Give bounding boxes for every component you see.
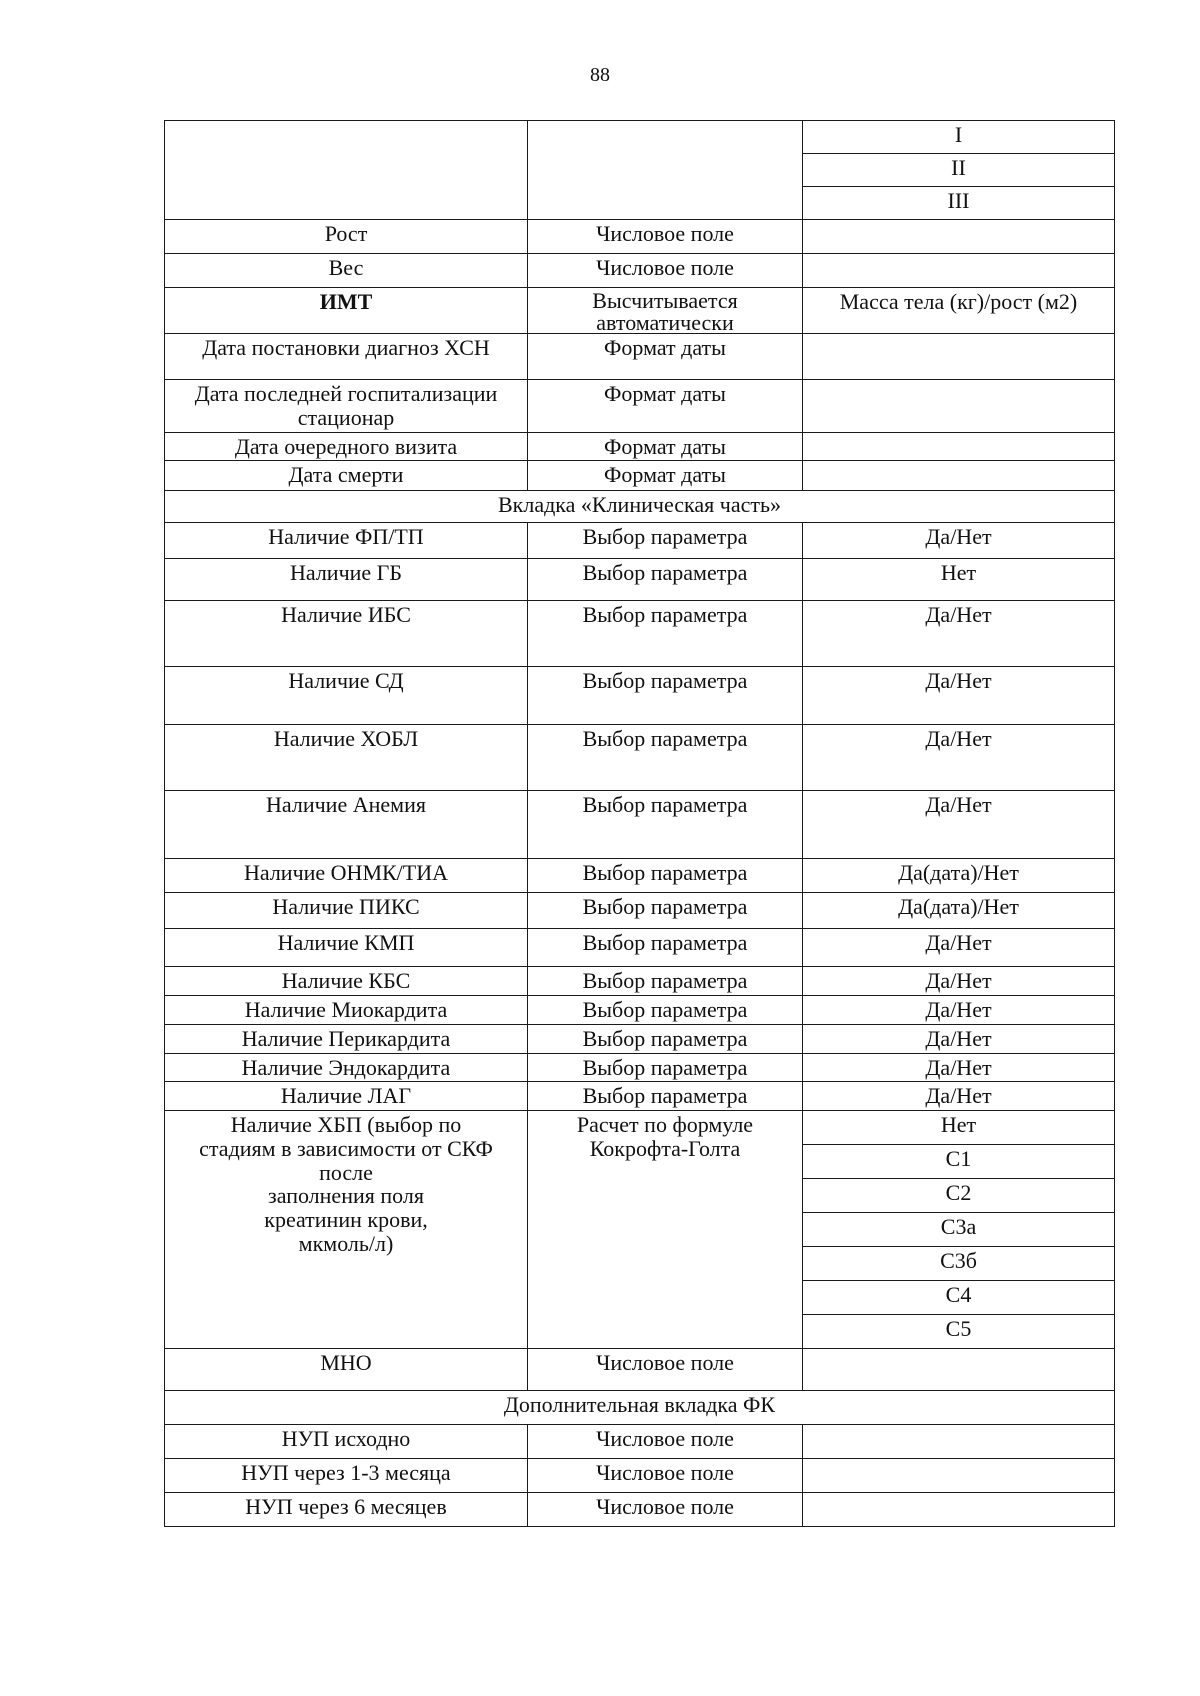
row-type: Выбор параметра xyxy=(528,1024,803,1053)
row-name: Наличие СД xyxy=(165,667,528,725)
table-row xyxy=(165,288,1115,334)
header-empty-cell-1 xyxy=(165,121,528,220)
ckd-name-line: заполнения поля xyxy=(268,1183,424,1209)
row-value: Масса тела (кг)/рост (м2) xyxy=(803,288,1115,334)
header-level-2: II xyxy=(803,154,1115,187)
header-level-1: I xyxy=(803,121,1115,154)
table-row xyxy=(165,601,1115,667)
ckd-option: С4 xyxy=(803,1281,1115,1315)
row-name: Дата очередного визита xyxy=(165,432,528,461)
row-type: Выбор параметра xyxy=(528,996,803,1025)
header-empty-cell-2 xyxy=(528,121,803,220)
row-type: Выбор параметра xyxy=(528,523,803,559)
header-level-3: III xyxy=(803,187,1115,220)
ckd-name-line: Наличие ХБП (выбор по xyxy=(230,1112,462,1137)
parameters-table xyxy=(164,120,1115,1527)
row-name: Вес xyxy=(165,254,528,288)
table-row xyxy=(165,1053,1115,1082)
table-row xyxy=(165,893,1115,929)
row-name: Наличие ГБ xyxy=(165,559,528,601)
row-value: Да(дата)/Нет xyxy=(803,859,1115,893)
row-value: Да/Нет xyxy=(803,791,1115,859)
row-value xyxy=(803,1459,1115,1493)
row-type-text: Высчитывается автоматически xyxy=(592,288,738,335)
ckd-name-line: после xyxy=(319,1159,373,1185)
row-type: Выбор параметра xyxy=(528,1082,803,1111)
row-name: Наличие ЛАГ xyxy=(165,1082,528,1111)
row-type: Выбор параметра xyxy=(528,893,803,929)
row-value xyxy=(803,432,1115,461)
table-row xyxy=(165,1082,1115,1111)
table-row xyxy=(165,523,1115,559)
row-name: Рост xyxy=(165,220,528,254)
row-value: Да/Нет xyxy=(803,1024,1115,1053)
row-name: Наличие ИБС xyxy=(165,601,528,667)
ckd-option: С3а xyxy=(803,1213,1115,1247)
row-type: Выбор параметра xyxy=(528,1053,803,1082)
row-type: Выбор параметра xyxy=(528,667,803,725)
table-row xyxy=(165,432,1115,461)
row-value: Да/Нет xyxy=(803,725,1115,791)
row-value: Да/Нет xyxy=(803,667,1115,725)
row-name: Наличие КМП xyxy=(165,929,528,967)
row-name: НУП через 6 месяцев xyxy=(165,1493,528,1527)
ckd-name-cell xyxy=(165,1111,528,1349)
ckd-option: С3б xyxy=(803,1247,1115,1281)
row-name: Наличие КБС xyxy=(165,967,528,996)
table-row xyxy=(165,380,1115,433)
row-name: Дата смерти xyxy=(165,461,528,491)
table-row xyxy=(165,1459,1115,1493)
row-name: Наличие ФП/ТП xyxy=(165,523,528,559)
row-type: Формат даты xyxy=(528,461,803,491)
row-type: Числовое поле xyxy=(528,1425,803,1459)
row-type: Числовое поле xyxy=(528,254,803,288)
row-value xyxy=(803,254,1115,288)
page-number: 88 xyxy=(590,64,610,86)
row-name: НУП через 1-3 месяца xyxy=(165,1459,528,1493)
row-value: Да/Нет xyxy=(803,929,1115,967)
table-row xyxy=(165,996,1115,1025)
table-row xyxy=(165,1493,1115,1527)
ckd-type-line: Расчет по формуле xyxy=(576,1112,754,1137)
ckd-option: Нет xyxy=(803,1111,1115,1145)
ckd-option: С2 xyxy=(803,1179,1115,1213)
table-row xyxy=(165,334,1115,380)
table-row xyxy=(165,967,1115,996)
row-name: Дата последней госпитализации стационар xyxy=(165,380,528,433)
ckd-name-line: креатинин крови, xyxy=(264,1207,428,1232)
row-type: Числовое поле xyxy=(528,1493,803,1527)
section-fk-heading: Дополнительная вкладка ФК xyxy=(165,1391,1115,1425)
table-row xyxy=(165,791,1115,859)
table-row xyxy=(165,1024,1115,1053)
table-row xyxy=(165,1349,1115,1391)
row-value: Да/Нет xyxy=(803,967,1115,996)
row-value: Да/Нет xyxy=(803,1082,1115,1111)
row-type: Числовое поле xyxy=(528,220,803,254)
row-value xyxy=(803,1349,1115,1391)
table-row xyxy=(165,859,1115,893)
row-value xyxy=(803,1493,1115,1527)
row-name: Наличие ОНМК/ТИА xyxy=(165,859,528,893)
row-value: Да/Нет xyxy=(803,601,1115,667)
row-value xyxy=(803,380,1115,433)
row-value xyxy=(803,461,1115,491)
row-type: Выбор параметра xyxy=(528,967,803,996)
row-name: НУП исходно xyxy=(165,1425,528,1459)
row-type: Формат даты xyxy=(528,380,803,433)
row-type: Выбор параметра xyxy=(528,791,803,859)
ckd-name-line: стадиям в зависимости от СКФ xyxy=(199,1135,493,1161)
ckd-type-line: Кокрофта-Голта xyxy=(589,1135,741,1161)
row-value: Да/Нет xyxy=(803,1053,1115,1082)
table-row xyxy=(165,725,1115,791)
row-value xyxy=(803,334,1115,380)
row-type: Числовое поле xyxy=(528,1459,803,1493)
row-name: Дата постановки диагноз ХСН xyxy=(165,334,528,380)
table-row xyxy=(165,929,1115,967)
row-value: Нет xyxy=(803,559,1115,601)
row-name: Наличие ХОБЛ xyxy=(165,725,528,791)
row-type: Формат даты xyxy=(528,334,803,380)
row-name: Наличие Анемия xyxy=(165,791,528,859)
table-row xyxy=(165,461,1115,491)
ckd-option: С1 xyxy=(803,1145,1115,1179)
table-row xyxy=(165,254,1115,288)
table-row xyxy=(165,220,1115,254)
row-name: Наличие Перикардита xyxy=(165,1024,528,1053)
ckd-option: С5 xyxy=(803,1315,1115,1349)
row-name: ИМТ xyxy=(165,288,528,334)
ckd-type-cell xyxy=(528,1111,803,1349)
row-type: Выбор параметра xyxy=(528,929,803,967)
row-value xyxy=(803,1425,1115,1459)
row-value: Да/Нет xyxy=(803,523,1115,559)
row-value: Да(дата)/Нет xyxy=(803,893,1115,929)
row-type: Формат даты xyxy=(528,432,803,461)
row-name: МНО xyxy=(165,1349,528,1391)
row-type xyxy=(528,288,803,334)
section-clinical-heading: Вкладка «Клиническая часть» xyxy=(165,491,1115,523)
row-value: Да/Нет xyxy=(803,996,1115,1025)
table-row xyxy=(165,1425,1115,1459)
row-type: Выбор параметра xyxy=(528,725,803,791)
row-type: Выбор параметра xyxy=(528,601,803,667)
row-type: Выбор параметра xyxy=(528,859,803,893)
table-row xyxy=(165,667,1115,725)
row-type: Выбор параметра xyxy=(528,559,803,601)
row-type: Числовое поле xyxy=(528,1349,803,1391)
table-row xyxy=(165,559,1115,601)
row-value xyxy=(803,220,1115,254)
row-name: Наличие Эндокардита xyxy=(165,1053,528,1082)
ckd-name-line: мкмоль/л) xyxy=(298,1230,394,1256)
row-name: Наличие ПИКС xyxy=(165,893,528,929)
row-name: Наличие Миокардита xyxy=(165,996,528,1025)
